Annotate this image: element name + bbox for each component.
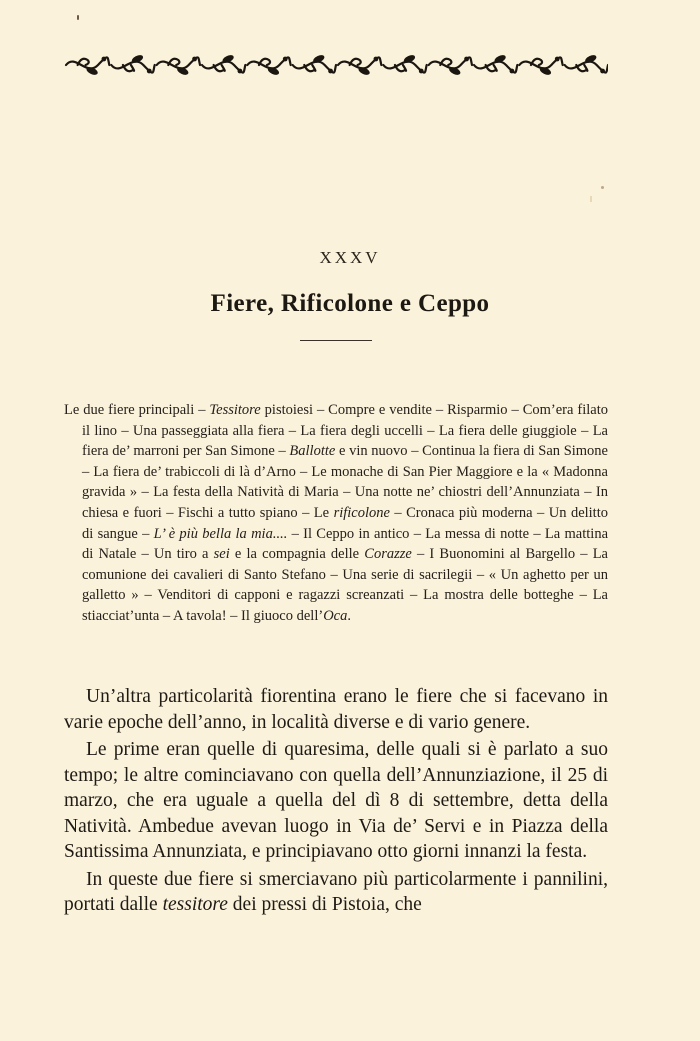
vine-curl (78, 59, 89, 65)
vine-berry (600, 69, 605, 74)
text-run: Un’altra particolarità fiorentina erano le fiere che si facevano in varie epoche dell’anno, in località diverse e di vario genere. (64, 686, 608, 733)
vine-berry (192, 57, 197, 62)
text-run: e la compagnia delle (229, 546, 365, 563)
text-run: In queste due fiere si smerciavano più particolarmente i pannilini, portati dalle (64, 868, 608, 915)
text-run: Le due fiere principali – (64, 402, 210, 418)
text-run: . (347, 607, 351, 624)
italic-text: L’ è più bella la mia.... (153, 525, 288, 542)
vine-curl (440, 59, 451, 65)
italic-text: Ballotte (289, 443, 336, 460)
vine-curl (350, 59, 361, 65)
italic-text: Oca (323, 607, 348, 624)
italic-text: Corazze (364, 546, 412, 563)
page-smudge (601, 186, 604, 189)
vine-berry (464, 57, 469, 62)
vine-curl (395, 65, 406, 71)
text-run: – I Buonomini al Bargello – La comunione dei cavalieri di Santo Stefano – Una serie di sacrilegii – « Un aghetto per un galletto » – Venditori di capponi e ragazzi screanzati – La mostra delle botteghe – La stiacciat’unta – A tavola! – Il giuoco dell’ (82, 546, 608, 624)
vine-berry (147, 69, 152, 74)
vine-berry (237, 69, 242, 74)
vine-curl (214, 65, 225, 71)
title-divider (300, 340, 372, 341)
vine-curl (531, 59, 542, 65)
text-run: pistoiesi – Compre e vendite – Risparmio – Com’era filato il lino – Una passeggiata alla fiera – La fiera degli uccelli – La fiera delle giuggiole – La fiera de’ marroni per San Simone – (82, 402, 608, 460)
vine-berry (419, 69, 424, 74)
body-paragraph (64, 737, 608, 865)
body-text (64, 684, 608, 918)
vine-berry (283, 57, 288, 62)
italic-text: tessitore (162, 894, 228, 915)
text-run: dei pressi di Pistoia, che (227, 894, 422, 915)
text-run: e vin nuovo – Continua la fiera di San Simone – La fiera de’ trabiccoli di là d’Arno – Le monache di San Pier Maggiore e la « Madonna gravida » – La festa della Natività di Maria – Una notte ne’ chiostri dell’Annunziata – In chiesa e fuori – Fischi a tutto spiano – Le (82, 443, 608, 521)
vine-curl (576, 65, 587, 71)
decorative-vine-border (64, 50, 608, 80)
vine-curl (123, 65, 134, 71)
body-paragraph (64, 867, 608, 918)
vine-berry (555, 57, 560, 62)
summary-paragraph (64, 400, 608, 627)
body-paragraph (64, 684, 608, 735)
text-run: Le prime eran quelle di quaresima, delle quali si è parlato a suo tempo; le altre cominciavano con quella dell’Annunziazione, il 25 di marzo, che era uguale a quella del dì 8 di settembre, detta della Natività. Ambedue avevan luogo in Via de’ Servi e in Piazza della Santissima Annunziata, e principiavano otto giorni innanzi la festa. (64, 739, 608, 862)
chapter-summary (64, 400, 608, 627)
italic-text: sei (213, 546, 230, 563)
chapter-title: Fiere, Rificolone e Ceppo (210, 290, 490, 317)
vine-curl (486, 65, 497, 71)
text-run: – Cronaca più moderna – Un delitto di sangue – (82, 504, 608, 542)
vine-curl (168, 59, 179, 65)
chapter-number: XXXV (319, 248, 381, 267)
italic-text: rificolone (333, 504, 390, 521)
text-run: – Il Ceppo in antico – La messa di notte – La mattina di Natale – Un tiro a (82, 525, 609, 563)
vine-berry (328, 69, 333, 74)
vine-berry (373, 57, 378, 62)
page-smudge (77, 15, 79, 20)
page-smudge (590, 196, 592, 202)
vine-berry (101, 57, 106, 62)
vine-curl (259, 59, 270, 65)
italic-text: Tessitore (209, 402, 261, 418)
vine-curl (304, 65, 315, 71)
vine-berry (509, 69, 514, 74)
